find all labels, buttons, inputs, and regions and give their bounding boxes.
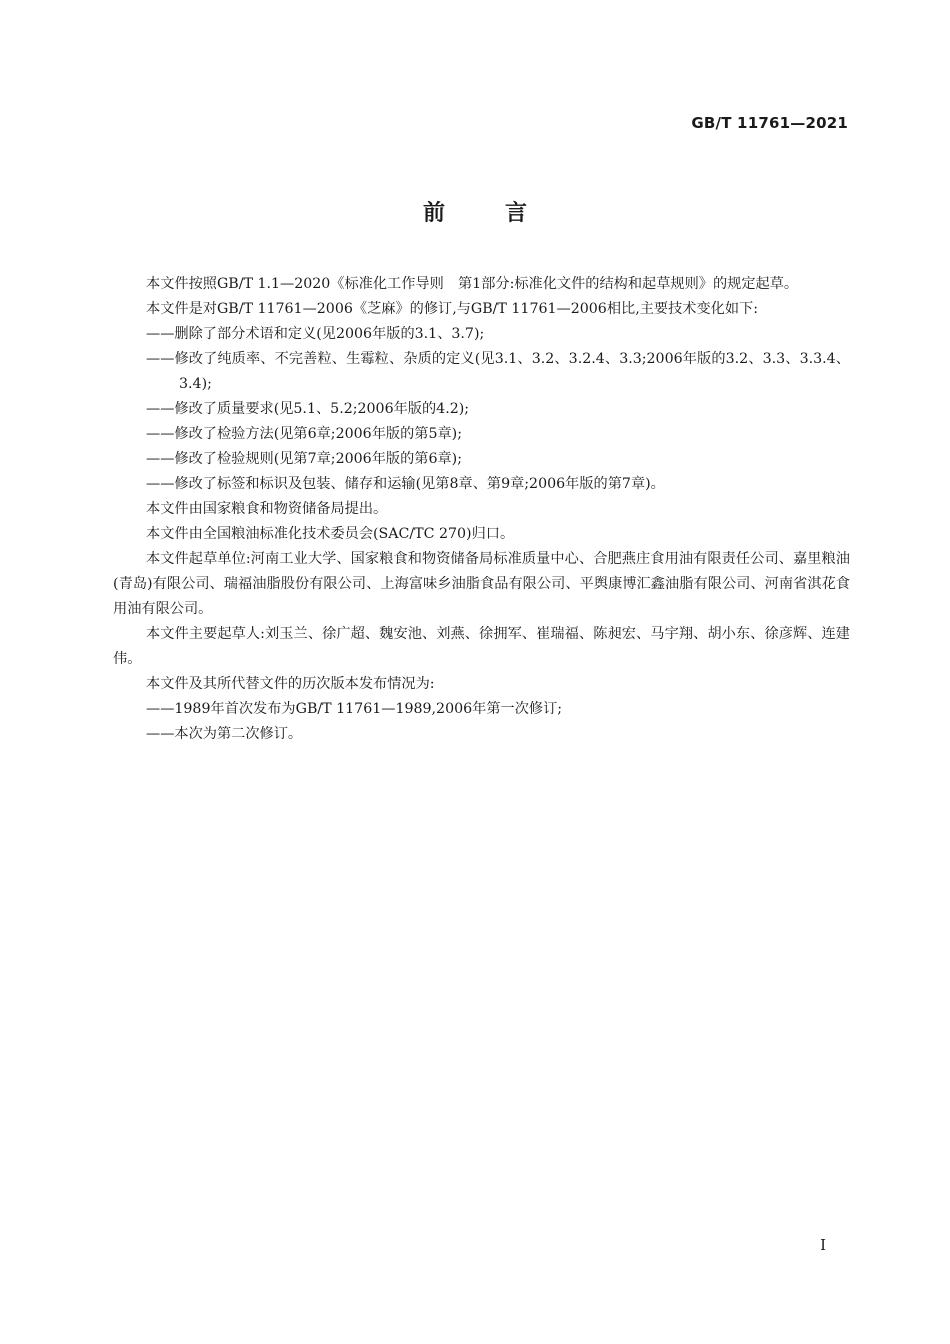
change-item: ——修改了标签和标识及包装、储存和运输(见第8章、第9章;2006年版的第7章)。: [146, 476, 665, 492]
change-item: ——修改了检验方法(见第6章;2006年版的第5章);: [146, 426, 462, 442]
paragraph-proposer: 本文件由国家粮食和物资储备局提出。: [146, 501, 388, 517]
standard-code: GB/T 11761—2021: [691, 114, 848, 132]
change-item: ——修改了检验规则(见第7章;2006年版的第6章);: [146, 451, 462, 467]
page-number: I: [820, 1236, 826, 1254]
history-item: ——1989年首次发布为GB/T 11761—1989,2006年第一次修订;: [146, 701, 563, 717]
paragraph-revision-intro: 本文件是对GB/T 11761—2006《芝麻》的修订,与GB/T 11761—2006相比,主要技术变化如下:: [146, 301, 758, 317]
history-item: ——本次为第二次修订。: [146, 726, 303, 742]
page-title: 前言: [422, 201, 587, 226]
paragraph-history-intro: 本文件及其所代替文件的历次版本发布情况为:: [146, 676, 435, 692]
paragraph-drafters: 本文件主要起草人:刘玉兰、徐广超、魏安池、刘燕、徐拥军、崔瑞福、陈昶宏、马宇翔、胡小东、徐彦辉、连建伟。: [113, 626, 850, 667]
change-item: ——删除了部分术语和定义(见2006年版的3.1、3.7);: [146, 326, 485, 342]
change-item: ——修改了纯质率、不完善粒、生霉粒、杂质的定义(见3.1、3.2、3.2.4、3.3;2006年版的3.2、3.3、3.3.4、3.4);: [146, 351, 850, 392]
paragraph-drafting-units: 本文件起草单位:河南工业大学、国家粮食和物资储备局标准质量中心、合肥燕庄食用油有限责任公司、嘉里粮油(青岛)有限公司、瑞福油脂股份有限公司、上海富味乡油脂食品有限公司、平舆康博汇鑫油脂有限公司、河南省淇花食用油有限公司。: [113, 551, 850, 617]
change-item: ——修改了质量要求(见5.1、5.2;2006年版的4.2);: [146, 401, 470, 417]
document-body: [113, 272, 850, 747]
paragraph-drafting-rule: 本文件按照GB/T 1.1—2020《标准化工作导则 第1部分:标准化文件的结构和起草规则》的规定起草。: [146, 276, 799, 292]
paragraph-committee: 本文件由全国粮油标准化技术委员会(SAC/TC 270)归口。: [146, 526, 515, 542]
